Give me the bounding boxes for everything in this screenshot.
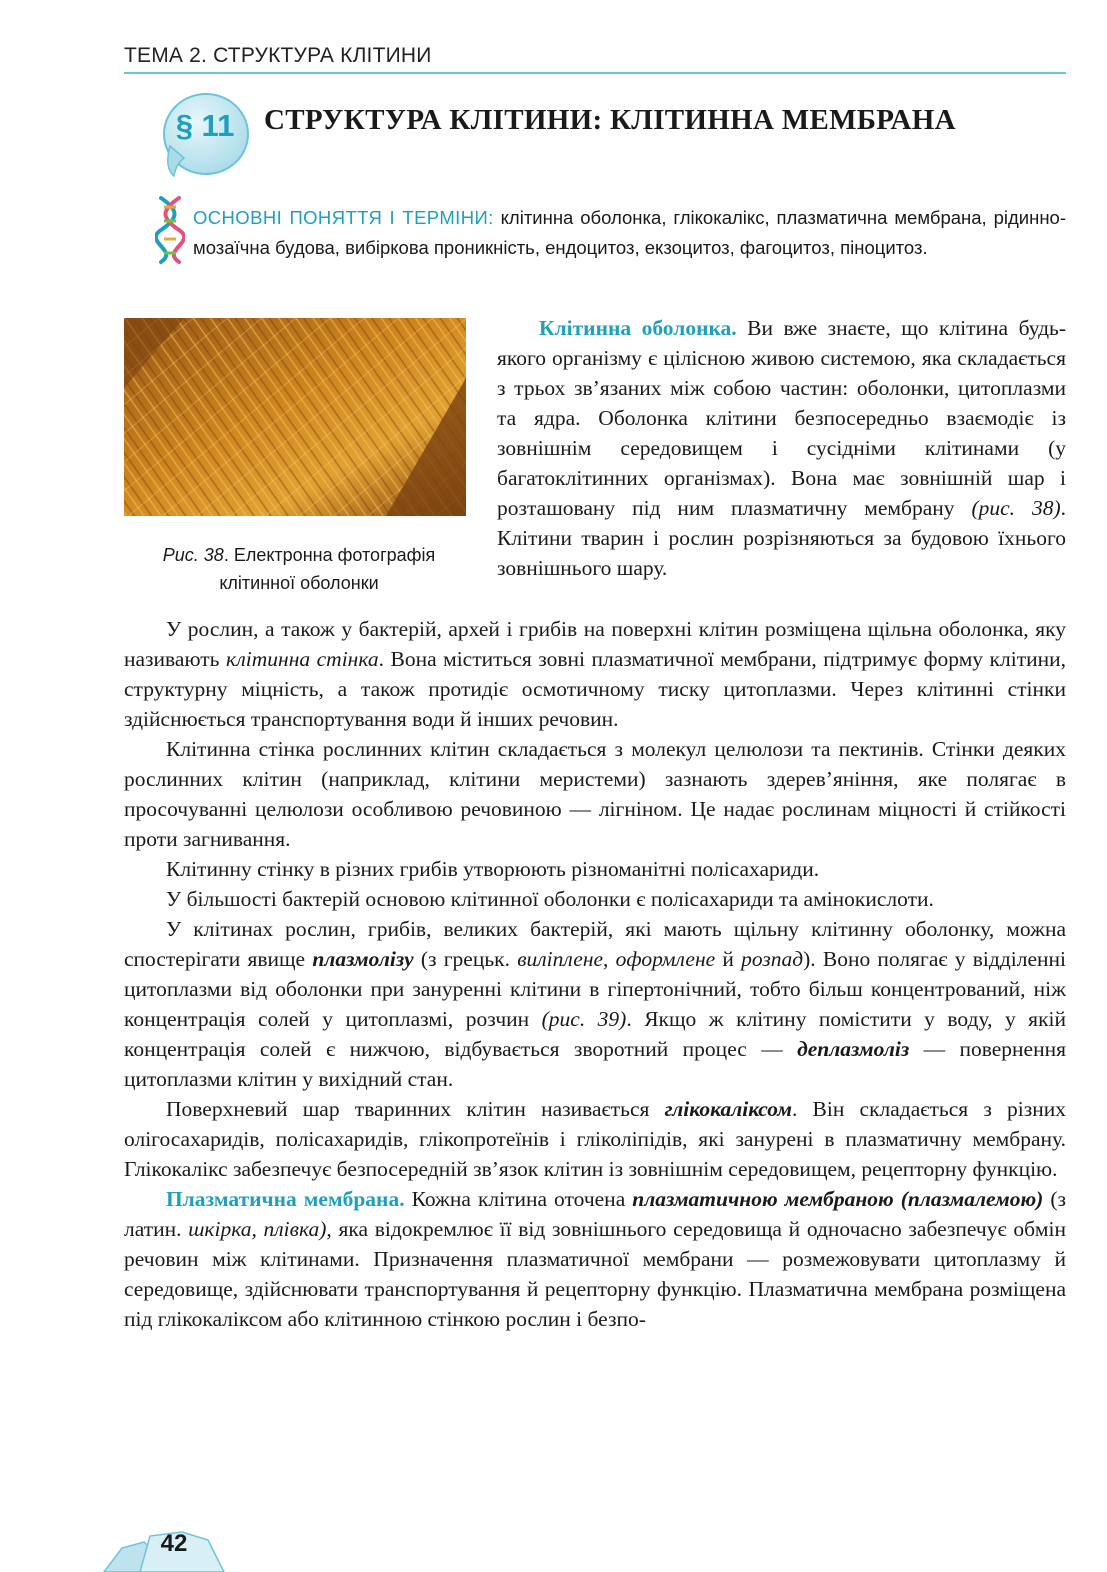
- paragraph: Клітинна стінка рослинних клітин складається з молекул целюлози та пектинів. Стінки деяких рослинних клітин (наприклад, клітини меристеми) зазнають здерев’яніння, яке полягає в просочуванні целюлози особливою речовиною — лігніном. Це надає рослинам міцності й стійкості проти загнивання.: [124, 737, 1066, 851]
- term-emphasis: виліплене: [517, 947, 604, 971]
- text-run: Кожна клітина оточена: [404, 1187, 633, 1211]
- term-emphasis: розпад: [741, 947, 804, 971]
- term-emphasis: клітинна стінка: [225, 647, 379, 671]
- page-number: 42: [160, 1530, 188, 1557]
- paragraph: [124, 614, 1066, 734]
- paragraph: [124, 914, 1066, 1094]
- text-run: й: [715, 947, 742, 971]
- text-run: . Вона міститься зовні плазматичної мембрани, підтримує форму клітини, структурну міцність, а також протидіє осмотичному тиску цитоплазми. Через клітинні стінки здійснюється транспортування води й інших речовин.: [124, 647, 1066, 731]
- text-run: — повернення цитоплазми клітин у вихідний стан.: [124, 1037, 1066, 1091]
- text-run: . Він складається з різних олігосахаридів, полісахаридів, глікопротеїнів і гліколіпідів, які занурені в плазматичну мембрану. Глікокалікс забезпечує безпосередній зв’язок клітин із зовнішнім середовищем, рецепторну функцію.: [124, 1097, 1066, 1181]
- key-terms-label: ОСНОВНІ ПОНЯТТЯ І ТЕРМІНИ:: [193, 207, 494, 228]
- paragraph: У більшості бактерій основою клітинної оболонки є полісахариди та амінокислоти.: [166, 887, 934, 911]
- section-heading-plasma-membrane: Плазматична мембрана.: [166, 1187, 405, 1211]
- running-header: ТЕМА 2. СТРУКТУРА КЛІТИНИ: [124, 44, 432, 67]
- key-term: плазмолізу: [312, 947, 414, 971]
- text-run: Поверхневий шар тваринних клітин називається: [166, 1097, 665, 1121]
- figure-reference: (рис. 38): [971, 496, 1061, 520]
- header-rule: [124, 72, 1066, 74]
- figure-cell-wall-photo: [124, 318, 466, 516]
- dna-icon: [155, 196, 185, 264]
- text-run: У клітинах рослин, грибів, великих бактерій, які мають щільну клітинну оболонку, можна спостерігати явище: [124, 917, 1066, 971]
- term-emphasis: шкірка, плівка): [188, 1217, 327, 1241]
- key-terms: [193, 203, 1066, 263]
- chapter-title: СТРУКТУРА КЛІТИНИ: КЛІТИННА МЕМБРАНА: [264, 104, 956, 136]
- paragraph: [124, 1184, 1066, 1334]
- key-term: деплазмоліз: [797, 1037, 910, 1061]
- paragraph: [124, 1094, 1066, 1184]
- figure-reference: (рис. 39): [541, 1007, 627, 1031]
- text-run: (з грецьк.: [413, 947, 518, 971]
- text-run: (з латин.: [124, 1187, 1066, 1241]
- term-emphasis: оформлене: [615, 947, 716, 971]
- paragraph-number: § 11: [175, 108, 235, 143]
- text-run: Ви вже знаєте, що клітина будь-якого організму є цілісною живою системою, яка складається з трьох зв’язаних між собою частин: оболонки, цитоплазми та ядра. Оболонка клітини безпосередньо взаємодіє із зовнішнім середовищем і сусідніми клітинами (у багатоклітинних організмах). Вона має зовнішній шар і розташовану під ним плазматичну мембрану: [497, 316, 1067, 520]
- key-term: глікокаліксом: [664, 1097, 792, 1121]
- section-heading-cell-wall: Клітинна оболонка.: [539, 316, 737, 340]
- key-terms-list: клітинна оболонка, глікокалікс, плазматична мембрана, рідинно-мозаїчна будова, вибіркова проникність, ендоцитоз, екзоцитоз, фагоцитоз, піноцитоз.: [193, 207, 1066, 258]
- text-run: ,: [603, 947, 616, 971]
- figure-caption: [124, 541, 474, 597]
- paragraph: Клітинну стінку в різних грибів утворюють різноманітні полісахариди.: [166, 857, 820, 881]
- text-run: ). Воно полягає у відділенні цитоплазми від оболонки при зануренні клітини в гіпертонічний, тобто більш концентрований, ніж концентрація солей у цитоплазмі, розчин: [124, 947, 1067, 1031]
- text-run: . Якщо ж клітину помістити у воду, у якій концентрація солей є нижчою, відбувається зворотний процес —: [124, 1007, 1066, 1061]
- main-text: [124, 614, 1066, 1334]
- paragraph-intro: [497, 313, 1066, 583]
- figure-label: Рис. 38: [162, 545, 224, 565]
- key-term: плазматичною мембраною (плазмалемою): [632, 1187, 1044, 1211]
- text-run: У рослин, а також у бактерій, архей і грибів на поверхні клітин розміщена щільна оболонка, яку називають: [124, 617, 1066, 671]
- text-run: , яка відокремлює її від зовнішнього середовища й одночасно забезпечує обмін речовин між клітинами. Призначення плазматичної мембрани — розмежовувати цитоплазму й середовище, здійснювати транспортування й рецепторну функцію. Плазматична мембрана розміщена під глікокаліксом або клітинною стінкою рослин і безпо-: [124, 1217, 1066, 1331]
- text-run: . Клітини тварин і рослин розрізняються за будовою їхнього зовнішнього шару.: [497, 496, 1066, 580]
- figure-caption-text: . Електронна фотографія клітинної оболонки: [219, 545, 436, 593]
